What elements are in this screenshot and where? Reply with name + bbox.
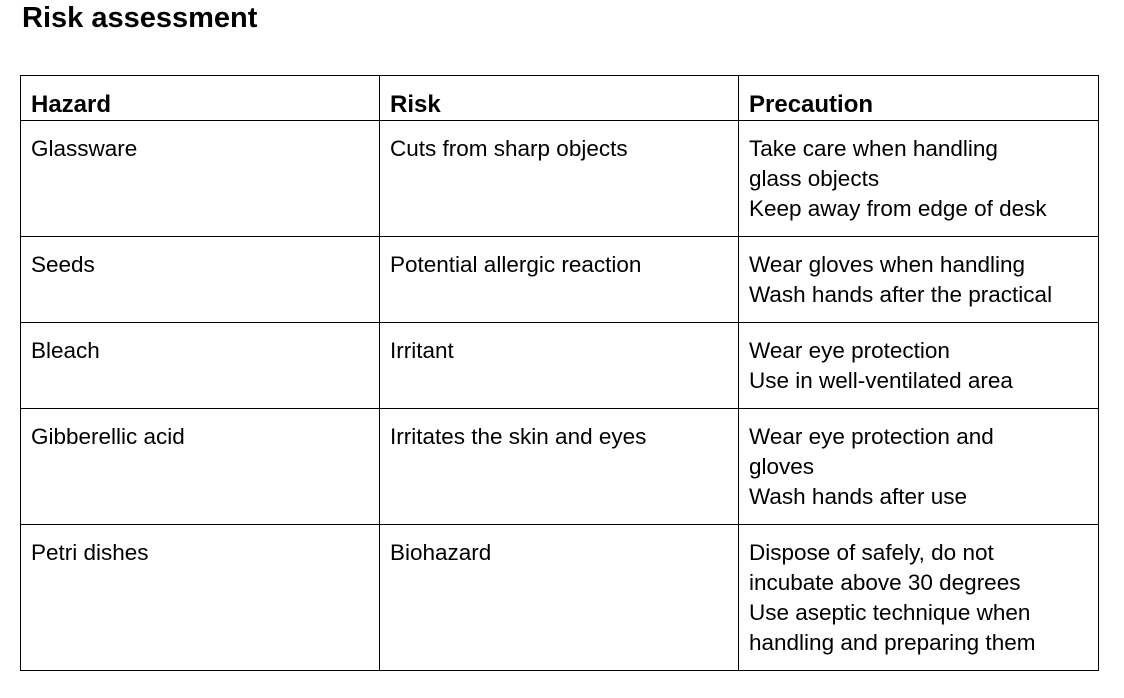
precaution-line: Wear eye protection and	[749, 424, 994, 449]
precaution-cell	[739, 323, 1099, 409]
table-header-row	[21, 76, 1099, 121]
table-row	[21, 237, 1099, 323]
hazard-cell: Seeds	[21, 237, 380, 323]
precaution-line: Wear gloves when handling	[749, 252, 1026, 277]
header-risk: Risk	[380, 76, 739, 121]
risk-cell: Potential allergic reaction	[380, 237, 739, 323]
table-row	[21, 409, 1099, 525]
precaution-line: glass objects	[749, 166, 880, 191]
precaution-line: Take care when handling	[749, 136, 998, 161]
risk-cell: Irritant	[380, 323, 739, 409]
table-row	[21, 121, 1099, 237]
precaution-cell	[739, 409, 1099, 525]
precaution-line: handling and preparing them	[749, 630, 1036, 655]
precaution-line: Use aseptic technique when	[749, 600, 1031, 625]
risk-cell: Biohazard	[380, 525, 739, 671]
hazard-cell: Petri dishes	[21, 525, 380, 671]
precaution-cell	[739, 525, 1099, 671]
hazard-cell: Glassware	[21, 121, 380, 237]
risk-cell: Irritates the skin and eyes	[380, 409, 739, 525]
hazard-cell: Bleach	[21, 323, 380, 409]
precaution-line: Wash hands after use	[749, 484, 968, 509]
precaution-cell	[739, 121, 1099, 237]
risk-cell: Cuts from sharp objects	[380, 121, 739, 237]
precaution-line: Dispose of safely, do not	[749, 540, 994, 565]
header-precaution: Precaution	[739, 76, 1099, 121]
precaution-line: gloves	[749, 454, 815, 479]
table-row	[21, 525, 1099, 671]
risk-assessment-table	[20, 75, 1099, 671]
precaution-line: Wear eye protection	[749, 338, 950, 363]
precaution-line: incubate above 30 degrees	[749, 570, 1021, 595]
precaution-line: Keep away from edge of desk	[749, 196, 1047, 221]
precaution-line: Use in well-ventilated area	[749, 368, 1013, 393]
table-row	[21, 323, 1099, 409]
hazard-cell: Gibberellic acid	[21, 409, 380, 525]
header-hazard: Hazard	[21, 76, 380, 121]
precaution-cell	[739, 237, 1099, 323]
precaution-line: Wash hands after the practical	[749, 282, 1053, 307]
page-title: Risk assessment	[22, 2, 258, 34]
